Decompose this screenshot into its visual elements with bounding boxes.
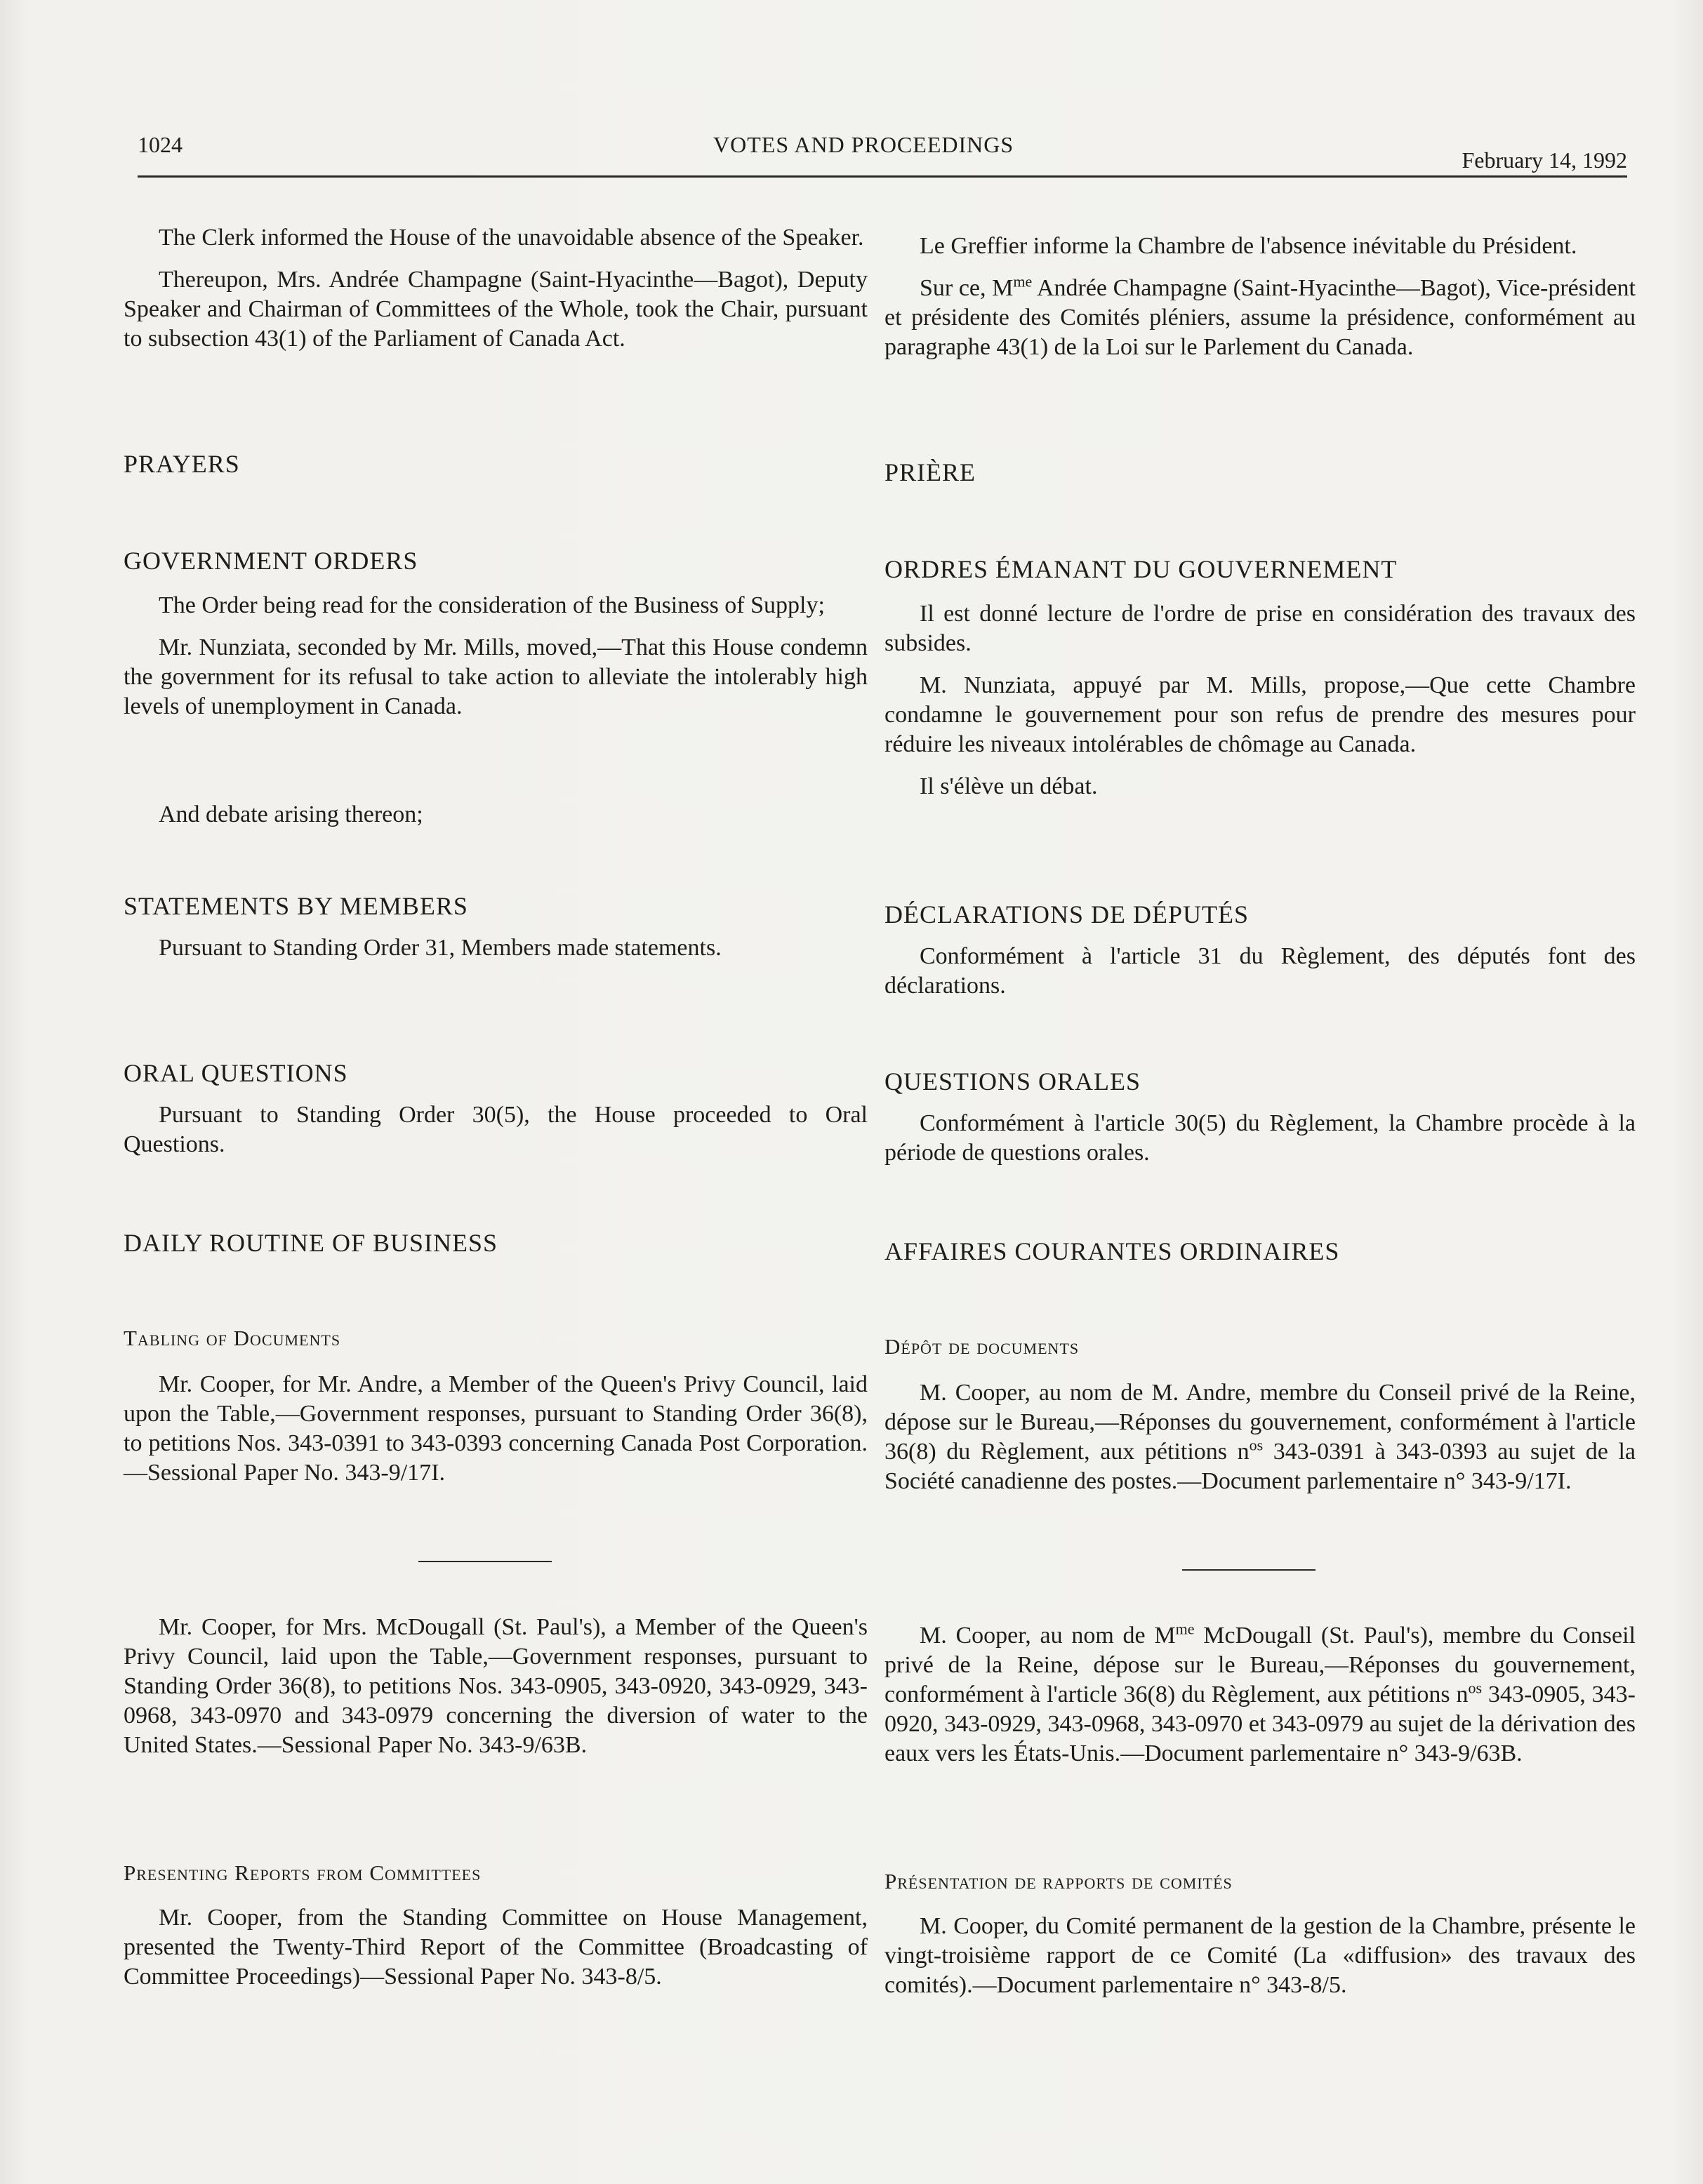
oral-section-fr (884, 1067, 1636, 1168)
oral-heading-en: ORAL QUESTIONS (124, 1059, 348, 1087)
prayers-heading-en: PRAYERS (124, 450, 240, 478)
opening-section-fr (884, 232, 1636, 362)
prayers-heading-fr: PRIÈRE (884, 458, 976, 486)
statements-heading-fr: DÉCLARATIONS DE DÉPUTÉS (884, 900, 1250, 928)
gov-orders-p1-en: The Order being read for the consideration of the Business of Supply; (159, 592, 825, 618)
routine-heading-en: DAILY ROUTINE OF BUSINESS (124, 1229, 498, 1257)
oral-p-fr: Conformément à l'article 30(5) du Règlement, la Chambre procède à la période de questions orales. (884, 1110, 1636, 1166)
reports-heading-fr: Présentation de rapports de comités (884, 1869, 1233, 1893)
gov-orders-heading-fr: ORDRES ÉMANANT DU GOUVERNEMENT (884, 555, 1398, 583)
reports-section-fr (884, 1867, 1636, 2000)
tabling-heading-en: Tabling of Documents (124, 1326, 341, 1350)
tabling-p1-en: Mr. Cooper, for Mr. Andre, a Member of the Queen's Privy Council, laid upon the Table,—Government responses, pursuant to Standing Order 36(8), to petitions Nos. 343-0391 to 343-0393 concerning Canada Post Corporation.—Sessional Paper No. 343-9/17I. (124, 1371, 868, 1486)
tabling-section-en (124, 1324, 868, 1488)
clerk-absence-en: The Clerk informed the House of the unavoidable absence of the Speaker. (159, 225, 864, 251)
deputy-chair-fr: Sur ce, $M^{me}$ Andrée Champagne (Saint-Hyacinthe—Bagot), Vice-président et présidente des Comités pléniers, assume la présidence, conformément au paragraphe 43(1) de la Loi sur le Parlement du Canada. (884, 272, 1636, 360)
oral-section-en (124, 1058, 868, 1159)
clerk-absence-fr: Le Greffier informe la Chambre de l'absence inévitable du Président. (920, 233, 1577, 259)
gov-orders-p2-en: Mr. Nunziata, seconded by Mr. Mills, moved,—That this House condemn the government for its refusal to take action to alleviate the intolerably high levels of unemployment in Canada. (124, 634, 868, 719)
gov-orders-p2-fr: M. Nunziata, appuyé par M. Mills, propose,—Que cette Chambre condamne le gouvernement pour son refus de prendre des mesures pour réduire les niveaux intolérables de chômage au Canada. (884, 672, 1636, 757)
routine-heading-fr: AFFAIRES COURANTES ORDINAIRES (884, 1237, 1340, 1265)
deputy-chair-en: Thereupon, Mrs. Andrée Champagne (Saint-Hyacinthe—Bagot), Deputy Speaker and Chairman of Committees of the Whole, took the Chair, pursuant to subsection 43(1) of the Parliament of Canada Act. (124, 267, 868, 352)
reports-p-fr: M. Cooper, du Comité permanent de la gestion de la Chambre, présente le vingt-troisième rapport de ce Comité (La «diffusion» des travaux des comités).—Document parlementaire n° 343-8/5. (884, 1913, 1636, 1998)
header-date: February 14, 1992 (1462, 147, 1627, 173)
separator-rule-en (418, 1561, 552, 1562)
gov-orders-section-en (124, 546, 868, 721)
statements-p-en: Pursuant to Standing Order 31, Members made statements. (159, 935, 722, 961)
gov-orders-heading-en: GOVERNMENT ORDERS (124, 547, 418, 575)
oral-p-en: Pursuant to Standing Order 30(5), the House proceeded to Oral Questions. (124, 1102, 868, 1157)
statements-heading-en: STATEMENTS BY MEMBERS (124, 892, 468, 920)
gov-orders-p1-fr: Il est donné lecture de l'ordre de prise en considération des travaux des subsides. (884, 601, 1636, 656)
opening-section-en (124, 223, 868, 354)
page-number: 1024 (138, 132, 183, 157)
tabling-p2-en: Mr. Cooper, for Mrs. McDougall (St. Paul's), a Member of the Queen's Privy Council, laid upon the Table,—Government responses, pursuant to Standing Order 36(8), to petitions Nos. 343-0905, 343-0920, 343-0929, 343-0968, 343-0970 and 343-0979 concerning the diversion of water to the United States.—Sessional Paper No. 343-9/63B. (124, 1614, 868, 1758)
page-header (138, 131, 1627, 178)
statements-section-fr (884, 900, 1636, 1001)
reports-section-en (124, 1858, 868, 1992)
running-title: VOTES AND PROCEEDINGS (713, 132, 1014, 157)
statements-section-en (124, 891, 868, 963)
statements-p-fr: Conformément à l'article 31 du Règlement, des députés font des déclarations. (884, 943, 1636, 999)
reports-heading-en: Presenting Reports from Committees (124, 1860, 482, 1885)
tabling-section-fr (884, 1332, 1636, 1496)
reports-p-en: Mr. Cooper, from the Standing Committee on House Management, presented the Twenty-Third Report of the Committee (Broadcasting of Committee Proceedings)—Sessional Paper No. 343-8/5. (124, 1905, 868, 1990)
tabling-heading-fr: Dépôt de documents (884, 1334, 1080, 1359)
debate-en: And debate arising thereon; (159, 801, 423, 827)
tabling-p2-fr: M. Cooper, au nom de $M^{me}$ McDougall (St. Paul's), membre du Conseil privé de la Reine, dépose sur le Bureau,—Réponses du gouvernement, conformément à l'article 36(8) du Règlement, aux pétitions $n^{os}$ 343-0905, 343-0920, 343-0929, 343-0968, 343-0970 et 343-0979 au sujet de la dérivation des eaux vers les États-Unis.—Document parlementaire n° 343-9/63B. (884, 1620, 1636, 1766)
separator-rule-fr (1182, 1569, 1316, 1571)
oral-heading-fr: QUESTIONS ORALES (884, 1067, 1141, 1096)
gov-orders-section-fr (884, 554, 1636, 801)
tabling-p1-fr: M. Cooper, au nom de M. Andre, membre du Conseil privé de la Reine, dépose sur le Bureau,—Réponses du gouvernement, conformément à l'article 36(8) du Règlement, aux pétitions $n^{os}$ 343-0391 à 343-0393 au sujet de la Société canadienne des postes.—Document parlementaire n° 343-9/17I. (884, 1380, 1636, 1494)
debate-fr: Il s'élève un débat. (920, 773, 1098, 799)
